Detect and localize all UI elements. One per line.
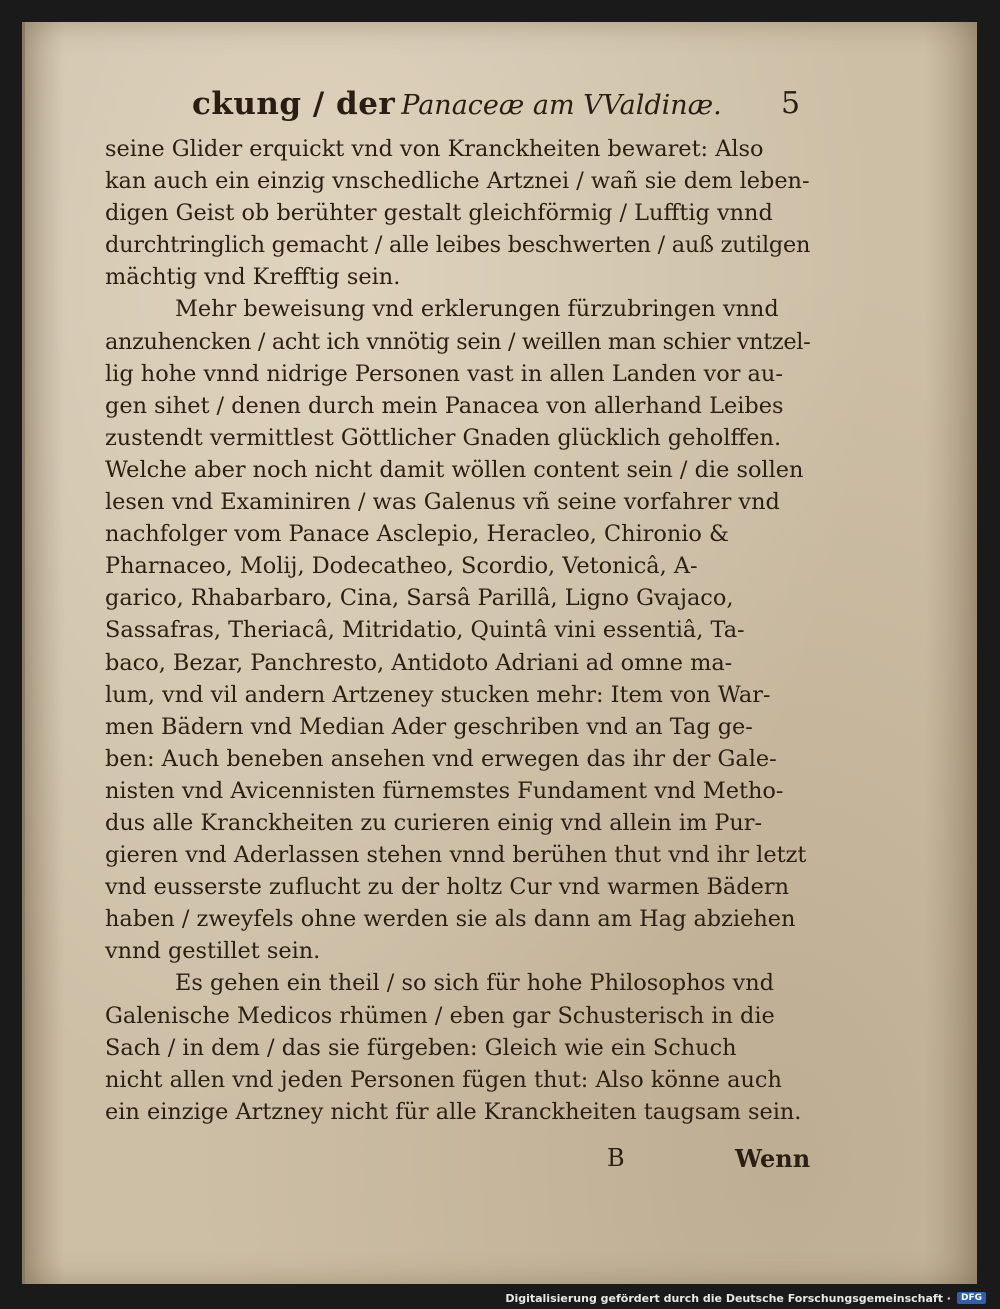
- body-text: [105, 133, 810, 1128]
- page-number: 5: [781, 86, 801, 121]
- dfg-credit-bar: [505, 1289, 986, 1307]
- text-line: lesen vnd Examiniren / was Galenus vñ seine vorfahrer vnd: [105, 489, 780, 516]
- text-line: kan auch ein einzig vnschedliche Artznei / wañ sie dem leben-: [105, 168, 810, 195]
- text-line: Pharnaceo, Molij, Dodecatheo, Scordio, Vetonicâ, A-: [105, 553, 698, 580]
- dfg-credit-text: Digitalisierung gefördert durch die Deutsche Forschungsgemeinschaft ·: [505, 1291, 951, 1305]
- running-head-italic: Panaceæ am VValdinæ.: [401, 90, 722, 121]
- running-head: [192, 86, 812, 122]
- text-line: Sach / in dem / das sie fürgeben: Gleich wie ein Schuch: [105, 1034, 737, 1061]
- text-line: digen Geist ob berühter gestalt gleichförmig / Lufftig vnnd: [105, 200, 773, 227]
- text-line: Galenische Medicos rhümen / eben gar Schusterisch in die: [105, 1002, 775, 1029]
- text-line: Welche aber noch nicht damit wöllen content sein / die sollen: [105, 456, 804, 483]
- text-line: zustendt vermittlest Göttlicher Gnaden glücklich geholffen.: [105, 424, 782, 451]
- dfg-logo-icon: DFG: [957, 1292, 986, 1304]
- text-line: mächtig vnd Krefftig sein.: [105, 264, 401, 291]
- text-line: garico, Rhabarbaro, Cina, Sarsâ Parillâ, Ligno Gvajaco,: [105, 585, 734, 612]
- text-line: lum, vnd vil andern Artzeney stucken mehr: Item von War-: [105, 681, 771, 708]
- text-line: nicht allen vnd jeden Personen fügen thut: Also könne auch: [105, 1066, 782, 1093]
- signature-mark: B: [607, 1144, 625, 1172]
- text-line: vnd eusserste zuflucht zu der holtz Cur vnd warmen Bädern: [105, 874, 789, 901]
- text-line: gen sihet / denen durch mein Panacea von allerhand Leibes: [105, 392, 784, 419]
- text-line: vnnd gestillet sein.: [105, 938, 321, 965]
- text-line: ben: Auch beneben ansehen vnd erwegen das ihr der Gale-: [105, 745, 777, 772]
- text-line: nachfolger vom Panace Asclepio, Heracleo, Chironio &: [105, 521, 729, 548]
- text-line: durchtringlich gemacht / alle leibes beschwerten / auß zutilgen: [105, 232, 811, 259]
- running-head-text: ckung / der: [192, 86, 396, 122]
- text-line: baco, Bezar, Panchresto, Antidoto Adriani ad omne ma-: [105, 649, 733, 676]
- text-line: men Bädern vnd Median Ader geschriben vnd an Tag ge-: [105, 713, 753, 740]
- text-line: nisten vnd Avicennisten fürnemstes Fundament vnd Metho-: [105, 777, 784, 804]
- text-line: haben / zweyfels ohne werden sie als dann am Hag abziehen: [105, 906, 796, 933]
- text-line: anzuhencken / acht ich vnnötig sein / weillen man schier vntzel-: [105, 328, 811, 355]
- catchword: Wenn: [735, 1144, 811, 1173]
- text-line: ein einzige Artzney nicht für alle Kranckheiten taugsam sein.: [105, 1098, 802, 1125]
- text-line: seine Glider erquickt vnd von Kranckheiten bewaret: Also: [105, 136, 764, 162]
- text-line: Es gehen ein theil / so sich für hohe Philosophos vnd: [175, 970, 775, 997]
- text-line: lig hohe vnnd nidrige Personen vast in allen Landen vor au-: [105, 360, 783, 387]
- text-line: dus alle Kranckheiten zu curieren einig vnd allein im Pur-: [105, 809, 763, 836]
- text-line: Mehr beweisung vnd erklerungen fürzubringen vnnd: [175, 296, 779, 323]
- text-line: gieren vnd Aderlassen stehen vnnd berühen thut vnd ihr letzt: [105, 842, 807, 869]
- text-line: Sassafras, Theriacâ, Mitridatio, Quintâ vini essentiâ, Ta-: [105, 617, 745, 644]
